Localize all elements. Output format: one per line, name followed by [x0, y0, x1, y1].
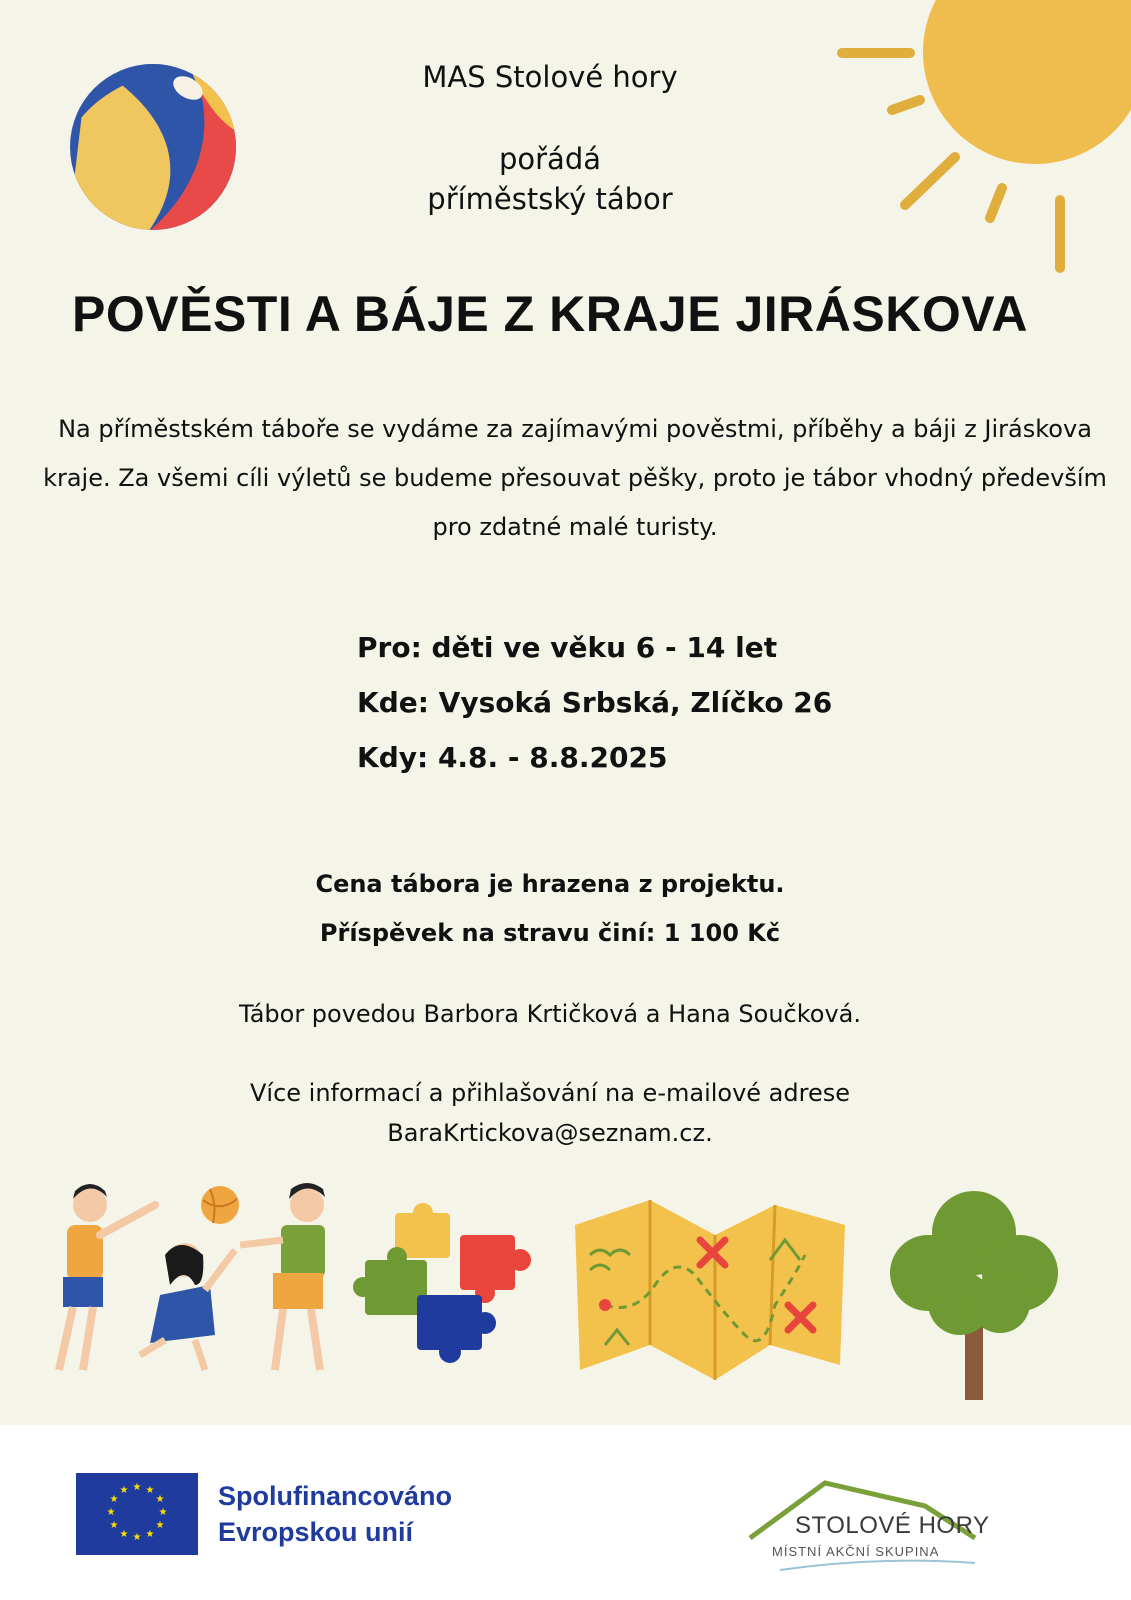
contact-email[interactable]: BaraKrtickova@seznam.cz.	[387, 1119, 713, 1147]
svg-text:★: ★	[109, 1520, 119, 1531]
svg-text:★: ★	[145, 1529, 155, 1540]
children-playing-illustration	[45, 1185, 345, 1395]
funding-block	[0, 860, 1100, 958]
organizer-line2: příměstský tábor	[427, 182, 673, 216]
details-block	[357, 620, 832, 785]
funding-line2: Příspěvek na stravu činí: 1 100 Kč	[319, 919, 781, 947]
stolove-hory-logo	[750, 1478, 1000, 1573]
puzzle-pieces-illustration	[355, 1205, 545, 1370]
svg-text:★: ★	[119, 1485, 129, 1496]
eu-line2: Evropskou unií	[218, 1517, 414, 1547]
organizer-block	[0, 60, 1100, 216]
svg-text:★: ★	[132, 1482, 142, 1493]
svg-text:★: ★	[106, 1507, 116, 1518]
svg-text:★: ★	[109, 1494, 119, 1505]
organizer-line1: pořádá	[498, 142, 602, 176]
contact-block	[0, 1073, 1100, 1153]
svg-text:★: ★	[145, 1485, 155, 1496]
detail-for: Pro: děti ve věku 6 - 14 let	[357, 631, 778, 664]
treasure-map-illustration	[575, 1195, 850, 1380]
organizer-name: MAS Stolové hory	[422, 60, 678, 94]
eu-line1: Spolufinancováno	[218, 1481, 453, 1511]
eu-flag-icon	[76, 1473, 198, 1555]
funding-line1: Cena tábora je hrazena z projektu.	[315, 870, 785, 898]
tree-illustration	[890, 1188, 1065, 1403]
svg-text:★: ★	[155, 1494, 165, 1505]
logo-subtitle: MÍSTNÍ AKČNÍ SKUPINA	[772, 1544, 940, 1559]
logo-name: STOLOVÉ HORY	[795, 1512, 990, 1539]
svg-text:★: ★	[119, 1529, 129, 1540]
detail-when: Kdy: 4.8. - 8.8.2025	[357, 741, 668, 774]
page-title: POVĚSTI A BÁJE Z KRAJE JIRÁSKOVA	[72, 286, 1028, 342]
detail-where: Kde: Vysoká Srbská, Zlíčko 26	[357, 686, 833, 719]
svg-text:★: ★	[132, 1532, 142, 1543]
svg-text:★: ★	[158, 1507, 168, 1518]
leaders-text: Tábor povedou Barbora Krtičková a Hana Součková.	[239, 1000, 861, 1028]
eu-cofinancing-text	[218, 1478, 452, 1550]
contact-line: Více informací a přihlašování na e-mailové adrese	[250, 1079, 850, 1107]
svg-text:★: ★	[155, 1520, 165, 1531]
intro-paragraph: Na příměstském táboře se vydáme za zajímavými pověstmi, příběhy a báji z Jiráskova kraje. Za všemi cíli výletů se budeme přesouvat pěšky, proto je tábor vhodný především pro zdatné malé turisty.	[43, 415, 1107, 541]
